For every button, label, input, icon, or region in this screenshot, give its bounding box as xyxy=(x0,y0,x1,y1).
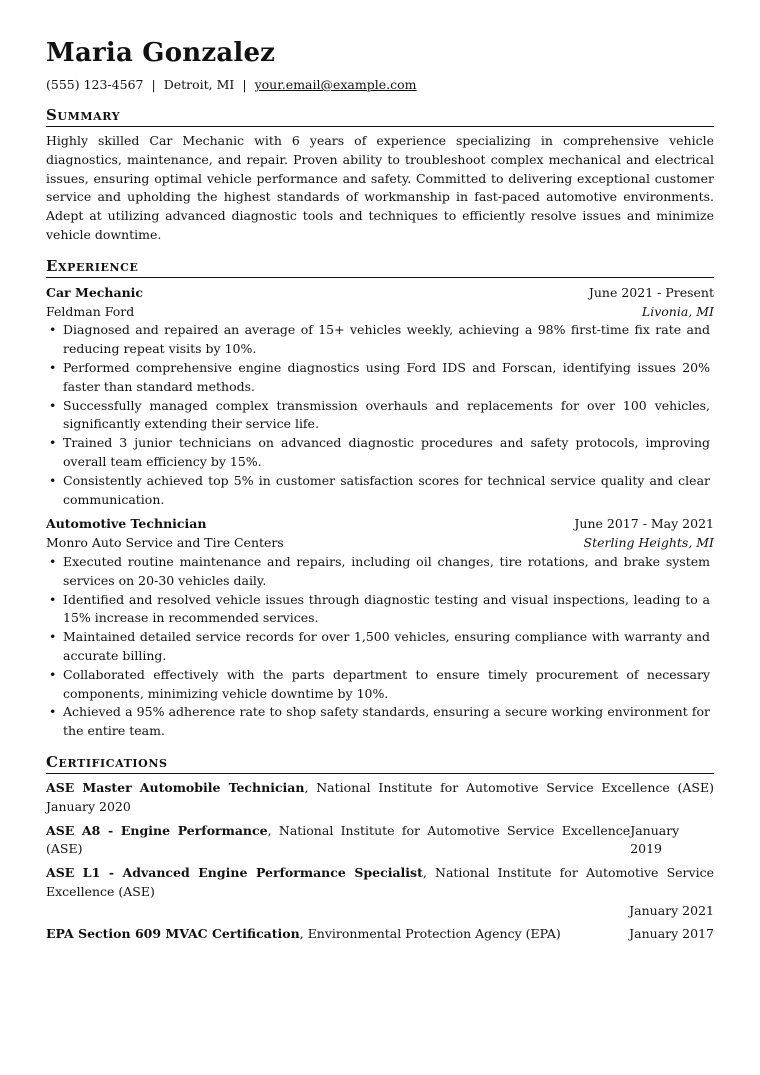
bullet-item: • Achieved a 95% adherence rate to shop safety standards, ensuring a secure working environment for the entire team. xyxy=(49,704,710,739)
summary-heading: Summary xyxy=(46,106,714,127)
job-title: Car Mechanic xyxy=(46,284,144,300)
bullet-item: • Identified and resolved vehicle issues through diagnostic testing and visual inspections, leading to a 15% increase in recommended services. xyxy=(49,591,710,626)
bullet-dot-icon: • xyxy=(49,629,57,645)
certification-date: January 2017 xyxy=(629,926,714,942)
bullet-dot-icon: • xyxy=(49,472,57,488)
contact-location: Detroit, MI xyxy=(163,77,235,92)
phone-number: (555) 123-4567 xyxy=(46,77,144,92)
contact-line xyxy=(46,76,714,94)
bullet-dot-icon: • xyxy=(49,553,57,569)
certification-date: January 2019 xyxy=(630,822,680,857)
bullet-dot-icon: • xyxy=(49,666,57,682)
job-company: Feldman Ford xyxy=(46,303,135,319)
certification-item: EPA Section 609 MVAC Certification, Environmental Protection Agency (EPA) January 2017 xyxy=(46,925,714,944)
certification-issuer: National Institute for Automotive Service Excellence (ASE) xyxy=(46,865,714,899)
bullet-dot-icon: • xyxy=(49,359,57,375)
certification-name: EPA Section 609 MVAC Certification xyxy=(46,926,300,942)
certification-name: ASE A8 - Engine Performance xyxy=(46,822,268,838)
bullet-dot-icon: • xyxy=(49,435,57,451)
job-entry xyxy=(46,284,714,510)
certification-name: ASE L1 - Advanced Engine Performance Specialist xyxy=(46,865,423,881)
bullet-item: • Performed comprehensive engine diagnostics using Ford IDS and Forscan, identifying issues 20% faster than standard methods. xyxy=(49,359,710,394)
certification-issuer: Environmental Protection Agency (EPA) xyxy=(307,926,561,942)
certification-date: January 2021 xyxy=(629,902,714,918)
certifications-heading: Certifications xyxy=(46,753,714,774)
certification-name: ASE Master Automobile Technician xyxy=(46,779,305,795)
bullet-dot-icon: • xyxy=(49,397,57,413)
certification-item: ASE A8 - Engine Performance, National Institute for Automotive Service Excellence (ASE) January 2019 xyxy=(46,822,714,860)
bullet-item: • Maintained detailed service records for over 1,500 vehicles, ensuring compliance with warranty and accurate billing. xyxy=(49,629,710,663)
job-dates: June 2021 - Present xyxy=(588,284,714,300)
job-bullets xyxy=(46,553,714,741)
certification-item: ASE Master Automobile Technician, National Institute for Automotive Service Excellence (ASE) January 2020 xyxy=(46,779,714,814)
bullet-item: • Executed routine maintenance and repairs, including oil changes, tire rotations, and brake system services on 20-30 vehicles daily. xyxy=(49,553,710,588)
resume-page xyxy=(46,36,714,944)
bullet-dot-icon: • xyxy=(49,322,57,338)
candidate-name: Maria Gonzalez xyxy=(46,38,276,68)
email-link[interactable]: your.email@example.com xyxy=(254,77,417,92)
bullet-dot-icon: • xyxy=(49,591,57,607)
job-company: Monro Auto Service and Tire Centers xyxy=(46,535,284,551)
bullet-item: • Diagnosed and repaired an average of 15+ vehicles weekly, achieving a 98% first-time fix rate and reducing repeat visits by 10%. xyxy=(49,322,710,357)
certification-issuer: National Institute for Automotive Service Excellence (ASE) xyxy=(46,822,631,857)
job-location: Sterling Heights, MI xyxy=(583,535,714,551)
bullet-dot-icon: • xyxy=(49,704,57,720)
contact-separator: | xyxy=(242,77,247,92)
summary-text: Highly skilled Car Mechanic with 6 years of experience specializing in comprehensive vehicle diagnostics, maintenance, and repair. Proven ability to troubleshoot complex mechanical and electrical issues, ensuring optimal vehicle performance and safety. Committed to delivering exceptional customer service and upholding the highest standards of workmanship in fast-paced automotive environments. Adept at utilizing advanced diagnostic tools and techniques to efficiently resolve issues and minimize vehicle downtime. xyxy=(46,133,714,242)
certification-issuer: National Institute for Automotive Service Excellence (ASE) xyxy=(316,779,714,795)
experience-heading: Experience xyxy=(46,257,714,278)
job-entry xyxy=(46,515,714,741)
certification-date: January 2020 xyxy=(46,798,131,814)
job-location: Livonia, MI xyxy=(641,303,714,319)
bullet-item: • Consistently achieved top 5% in customer satisfaction scores for technical service quality and clear communication. xyxy=(49,472,710,507)
job-dates: June 2017 - May 2021 xyxy=(574,516,714,532)
certification-item: ASE L1 - Advanced Engine Performance Specialist, National Institute for Automotive Service Excellence (ASE) January 2021 xyxy=(46,864,714,920)
contact-separator: | xyxy=(151,77,156,92)
bullet-item: • Trained 3 junior technicians on advanced diagnostic procedures and safety protocols, improving overall team efficiency by 15%. xyxy=(49,435,710,469)
job-title: Automotive Technician xyxy=(46,516,207,532)
job-bullets xyxy=(46,321,714,509)
bullet-item: • Collaborated effectively with the parts department to ensure timely procurement of necessary components, minimizing vehicle downtime by 10%. xyxy=(49,666,710,701)
bullet-item: • Successfully managed complex transmission overhauls and replacements for over 100 vehicles, significantly extending their service life. xyxy=(49,397,710,432)
